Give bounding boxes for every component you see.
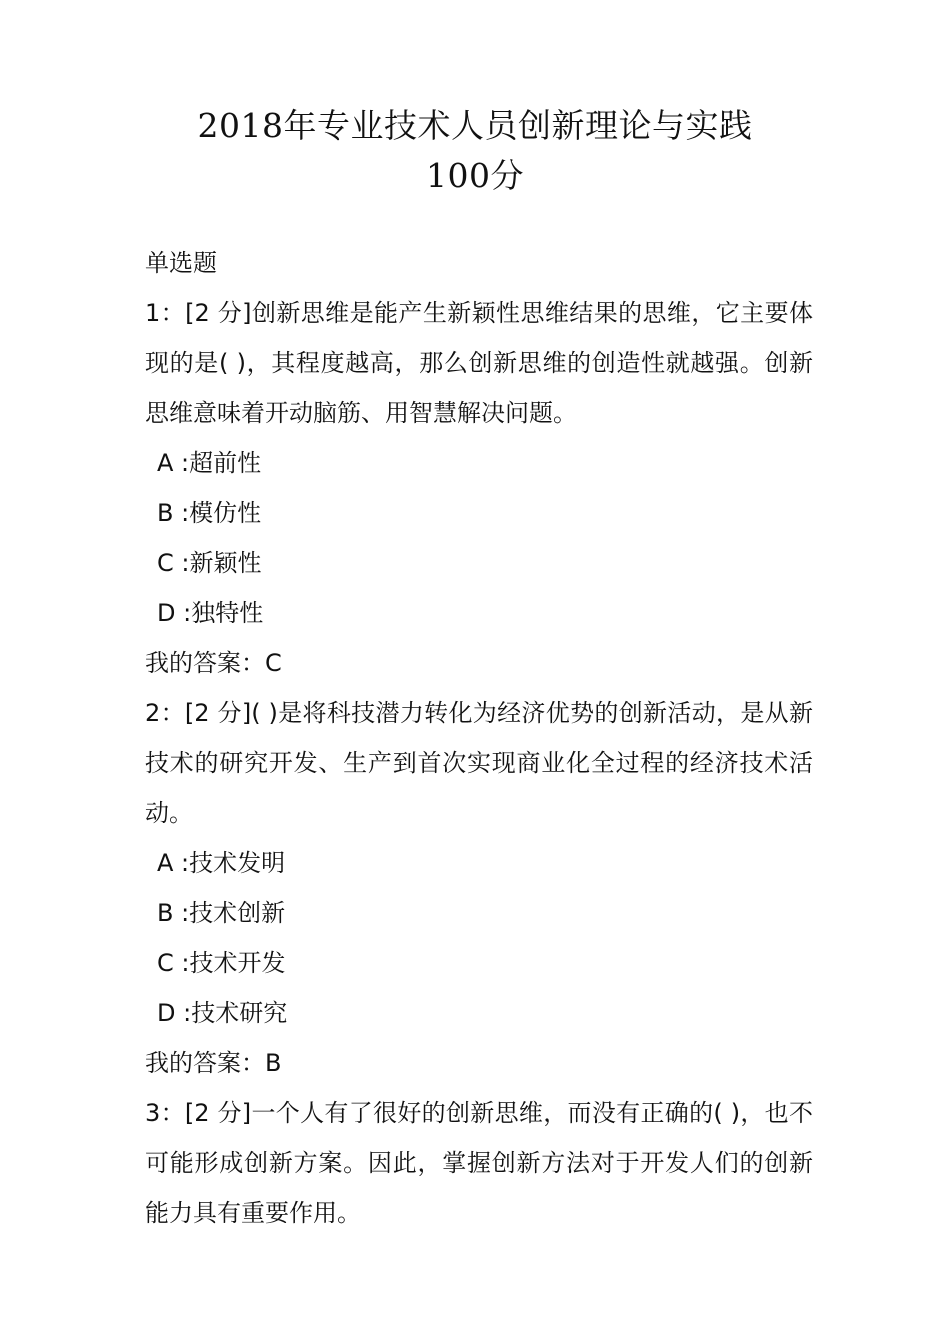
section-heading: 单选题	[145, 249, 217, 277]
option-a: A :技术发明	[157, 849, 286, 877]
option-b: B :技术创新	[157, 899, 286, 927]
question-2	[145, 688, 813, 1088]
question-3	[145, 1088, 813, 1238]
option-c: C :技术开发	[157, 949, 286, 977]
document-score: 100分	[426, 156, 524, 195]
option-d: D :独特性	[157, 599, 264, 627]
document-title: 2018年专业技术人员创新理论与实践	[197, 106, 753, 145]
option-a: A :超前性	[157, 449, 262, 477]
my-answer: 我的答案：C	[145, 649, 282, 677]
document-body	[145, 238, 813, 1238]
question-1	[145, 288, 813, 688]
option-d: D :技术研究	[157, 999, 288, 1027]
question-stem: 3：[2 分]一个人有了很好的创新思维，而没有正确的( )，也不可能形成创新方案。因此，掌握创新方法对于开发人们的创新能力具有重要作用。	[145, 1099, 813, 1227]
option-b: B :模仿性	[157, 499, 262, 527]
my-answer: 我的答案：B	[145, 1049, 282, 1077]
question-stem: 2：[2 分]( )是将科技潜力转化为经济优势的创新活动，是从新技术的研究开发、生产到首次实现商业化全过程的经济技术活动。	[145, 699, 813, 827]
option-c: C :新颖性	[157, 549, 262, 577]
question-stem: 1：[2 分]创新思维是能产生新颖性思维结果的思维，它主要体现的是( )，其程度越高，那么创新思维的创造性就越强。创新思维意味着开动脑筋、用智慧解决问题。	[145, 299, 813, 427]
